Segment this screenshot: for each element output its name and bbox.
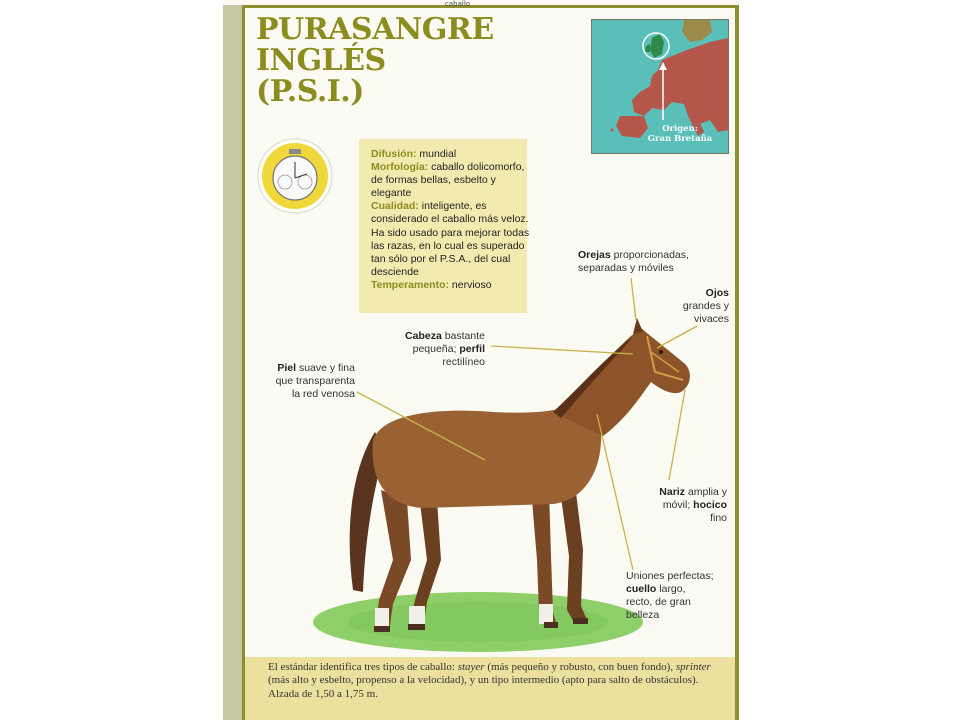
annotation-uniones: [626, 570, 714, 622]
footer-stayer: stayer: [457, 661, 485, 673]
morfologia-key: Morfología:: [371, 161, 429, 174]
origin-label-title: Origen:: [662, 124, 698, 134]
orejas-text: proporcionadas,: [613, 249, 689, 261]
uniones-text-2: largo,: [659, 583, 686, 595]
orejas-text-2: separadas y móviles: [578, 262, 674, 274]
nariz-label: Nariz: [659, 486, 685, 498]
leader-ojos: [657, 326, 697, 348]
cualidad-value: inteligente, es considerado el caballo más veloz. Ha sido usado para mejorar todas las razas, en lo cual es superado tan sólo por el P.S.A., del cual desciende: [371, 200, 530, 278]
cabeza-text: bastante: [444, 330, 485, 342]
nariz-text-3: fino: [710, 512, 727, 524]
temperamento-key: Temperamento:: [371, 278, 449, 291]
uniones-text-1: Uniones perfectas;: [626, 570, 714, 582]
uniones-text-3: recto, de gran: [626, 596, 691, 608]
cabeza-text-3: rectilíneo: [442, 356, 485, 368]
nariz-text: amplia y: [687, 486, 727, 498]
cabeza-label: Cabeza: [405, 330, 442, 342]
piel-text-2: que transparenta: [275, 375, 355, 387]
annotation-orejas: [578, 249, 689, 275]
nariz-text-2a: móvil;: [662, 499, 691, 511]
title-line-1: PURASANGRE: [256, 12, 494, 47]
piel-text-3: la red venosa: [291, 388, 355, 400]
difusion-value: mundial: [419, 148, 457, 160]
ojos-text-3: vivaces: [693, 313, 729, 325]
temperamento-value: nervioso: [451, 278, 492, 291]
footer-sprinter: sprinter: [675, 661, 711, 673]
leader-nariz: [669, 390, 685, 480]
morfologia-value: caballo dolicomorfo, de formas bellas, esbelto y elegante: [371, 161, 525, 200]
uniones-text-4: belleza: [626, 609, 660, 621]
annotation-ojos: [653, 287, 729, 326]
difusion-key: Difusión:: [371, 148, 417, 160]
footer-text: [268, 661, 730, 701]
book-page: [223, 0, 739, 720]
ojos-text-2: grandes y: [682, 300, 729, 312]
uniones-cuello-label: cuello: [626, 583, 657, 595]
cabeza-perfil-label: perfil: [459, 343, 485, 355]
piel-text: suave y fina: [298, 362, 355, 374]
leader-uniones: [597, 414, 633, 570]
title-line-3: (P.S.I.): [256, 74, 364, 109]
ojos-label: Ojos: [705, 287, 729, 299]
footer-part-1: El estándar identifica tres tipos de caballo:: [268, 661, 455, 673]
annotation-piel: [263, 362, 355, 401]
piel-label: Piel: [277, 362, 297, 374]
annotation-nariz: [643, 486, 727, 525]
footer-part-3: (más alto y esbelto, propenso a la velocidad), y un tipo intermedio (apto para salto de obstáculos). Alzada de 1,50 a 1,75 m.: [268, 674, 699, 700]
running-head: caballo: [445, 0, 471, 8]
origin-label-country: Gran Bretaña: [647, 134, 713, 144]
cabeza-text-2a: pequeña;: [412, 343, 457, 355]
footer-part-2: (más pequeño y robusto, con buen fondo),: [487, 661, 674, 673]
nariz-hocico-label: hocico: [693, 499, 727, 511]
cualidad-key: Cualidad:: [371, 200, 419, 213]
leader-cabeza: [491, 346, 633, 354]
annotation-cabeza: [373, 330, 485, 369]
leader-orejas: [631, 278, 636, 320]
horse-neck-head: [553, 328, 690, 436]
title-line-2: INGLÉS: [256, 43, 386, 78]
orejas-label: Orejas: [578, 249, 611, 261]
